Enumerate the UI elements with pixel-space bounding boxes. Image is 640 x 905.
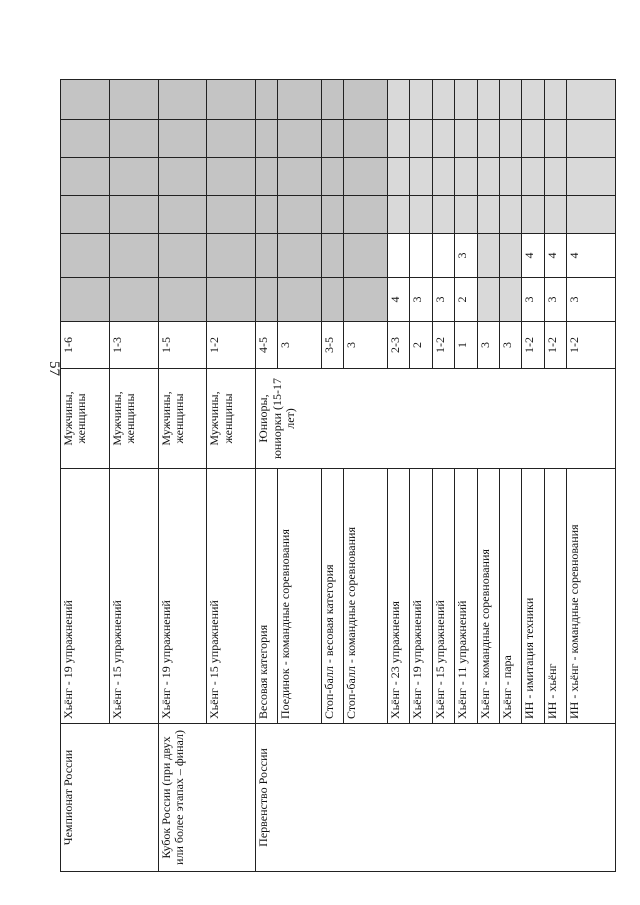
place-cell (207, 278, 256, 322)
group: Мужчины, женщины (61, 369, 110, 469)
place-cell (522, 158, 544, 196)
place-cell (455, 120, 477, 158)
table-row (61, 80, 110, 872)
place-cell (158, 234, 207, 278)
place-cell (499, 234, 521, 278)
place-cell (256, 120, 278, 158)
discipline: ИН - хьёнг (544, 469, 566, 724)
place-cell: 4 (567, 234, 616, 278)
place-range: 1-2 (522, 322, 544, 369)
place-cell (544, 120, 566, 158)
place-cell: 4 (522, 234, 544, 278)
place-cell: 3 (567, 278, 616, 322)
place-cell (256, 278, 278, 322)
place-cell (522, 80, 544, 120)
place-cell (321, 278, 343, 322)
event-name: Кубок России (при двух или более этапах – финал) (158, 724, 256, 872)
place-cell (207, 80, 256, 120)
place-cell (207, 158, 256, 196)
place-cell (109, 278, 158, 322)
place-range: 4-5 (256, 322, 278, 369)
place-range: 3 (278, 322, 322, 369)
place-range: 1-2 (432, 322, 454, 369)
place-cell (207, 120, 256, 158)
discipline: Хьёнг - 11 упражнений (455, 469, 477, 724)
place-cell (544, 80, 566, 120)
discipline: Поединок - командные соревнования (278, 469, 322, 724)
place-cell (256, 80, 278, 120)
place-cell (567, 158, 616, 196)
discipline: Хьёнг - командные соревнования (477, 469, 499, 724)
discipline: Хьёнг - 15 упражнений (109, 469, 158, 724)
place-cell (567, 120, 616, 158)
discipline: Хьёнг - 15 упражнений (207, 469, 256, 724)
place-cell (344, 120, 388, 158)
place-cell (477, 278, 499, 322)
place-cell (455, 158, 477, 196)
place-cell (109, 80, 158, 120)
group: Мужчины, женщины (207, 369, 256, 469)
place-cell (256, 158, 278, 196)
place-cell (432, 120, 454, 158)
discipline: Хьёнг - 19 упражнений (158, 469, 207, 724)
discipline: Хьёнг - 19 упражнений (410, 469, 432, 724)
place-cell (321, 120, 343, 158)
place-cell (455, 80, 477, 120)
discipline: ИН - имитация техники (522, 469, 544, 724)
place-cell (109, 234, 158, 278)
place-cell (499, 120, 521, 158)
place-cell (387, 234, 409, 278)
place-cell (344, 196, 388, 234)
place-cell (522, 120, 544, 158)
discipline: Стоп-балл - командные соревнования (344, 469, 388, 724)
place-cell (432, 80, 454, 120)
place-cell: 3 (410, 278, 432, 322)
place-range: 1-6 (61, 322, 110, 369)
place-cell (477, 120, 499, 158)
place-cell (61, 80, 110, 120)
place-cell (499, 196, 521, 234)
place-cell: 3 (432, 278, 454, 322)
place-cell: 4 (387, 278, 409, 322)
place-cell (387, 80, 409, 120)
place-cell (499, 80, 521, 120)
place-cell (61, 234, 110, 278)
event-name: Первенство России (256, 724, 616, 872)
place-cell (387, 158, 409, 196)
place-cell (256, 234, 278, 278)
place-cell: 3 (522, 278, 544, 322)
place-cell (544, 158, 566, 196)
place-cell (544, 196, 566, 234)
place-cell (109, 196, 158, 234)
place-cell: 3 (455, 234, 477, 278)
place-range: 1-5 (158, 322, 207, 369)
group: Мужчины, женщины (158, 369, 207, 469)
place-cell (158, 80, 207, 120)
place-cell (61, 278, 110, 322)
place-cell (432, 196, 454, 234)
discipline: Весовая категория (256, 469, 278, 724)
place-cell (61, 120, 110, 158)
place-cell (158, 158, 207, 196)
place-cell (278, 80, 322, 120)
place-cell (410, 196, 432, 234)
event-name: Чемпионат России (61, 724, 159, 872)
place-cell (321, 158, 343, 196)
table-row (158, 80, 207, 872)
place-range: 1-3 (109, 322, 158, 369)
place-cell (387, 120, 409, 158)
place-cell (432, 234, 454, 278)
discipline: Хьёнг - 15 упражнений (432, 469, 454, 724)
group: Юниоры, юниорки (15-17 лет) (256, 369, 616, 469)
discipline: Хьёнг - 19 упражнений (61, 469, 110, 724)
place-cell (256, 196, 278, 234)
place-cell (278, 120, 322, 158)
place-cell (455, 196, 477, 234)
place-cell (344, 80, 388, 120)
place-cell (567, 196, 616, 234)
place-range: 1 (455, 322, 477, 369)
place-range: 3 (344, 322, 388, 369)
rotated-table-sheet (60, 80, 616, 872)
place-range: 1-2 (544, 322, 566, 369)
place-cell (432, 158, 454, 196)
place-range: 3-5 (321, 322, 343, 369)
place-cell (278, 158, 322, 196)
place-cell: 3 (544, 278, 566, 322)
rotated-table-container (60, 80, 616, 872)
place-cell (158, 120, 207, 158)
place-cell (410, 158, 432, 196)
place-cell (61, 196, 110, 234)
page-number: 57 (46, 361, 62, 376)
place-cell (278, 196, 322, 234)
place-cell: 4 (544, 234, 566, 278)
place-cell (207, 234, 256, 278)
place-cell (410, 120, 432, 158)
discipline: Хьёнг - пара (499, 469, 521, 724)
place-cell (207, 196, 256, 234)
place-cell (321, 80, 343, 120)
place-cell (567, 80, 616, 120)
place-cell (278, 234, 322, 278)
place-range: 1-2 (207, 322, 256, 369)
place-cell (499, 158, 521, 196)
discipline: Стоп-балл - весовая категория (321, 469, 343, 724)
place-cell (344, 278, 388, 322)
place-cell (278, 278, 322, 322)
place-cell (499, 278, 521, 322)
place-cell (109, 120, 158, 158)
place-cell: 2 (455, 278, 477, 322)
place-cell (477, 234, 499, 278)
group: Мужчины, женщины (109, 369, 158, 469)
place-cell (410, 80, 432, 120)
place-cell (321, 196, 343, 234)
place-cell (321, 234, 343, 278)
place-range: 2-3 (387, 322, 409, 369)
place-range: 1-2 (567, 322, 616, 369)
place-range: 3 (499, 322, 521, 369)
place-cell (410, 234, 432, 278)
place-cell (522, 196, 544, 234)
table-row (256, 80, 278, 872)
place-cell (477, 158, 499, 196)
competition-table (60, 79, 616, 872)
place-cell (477, 196, 499, 234)
discipline: ИН - хьёнг - командные соревнования (567, 469, 616, 724)
place-cell (387, 196, 409, 234)
place-range: 2 (410, 322, 432, 369)
place-cell (109, 158, 158, 196)
discipline: Хьёнг - 23 упражнения (387, 469, 409, 724)
place-range: 3 (477, 322, 499, 369)
place-cell (158, 278, 207, 322)
place-cell (158, 196, 207, 234)
place-cell (477, 80, 499, 120)
place-cell (61, 158, 110, 196)
place-cell (344, 158, 388, 196)
place-cell (344, 234, 388, 278)
